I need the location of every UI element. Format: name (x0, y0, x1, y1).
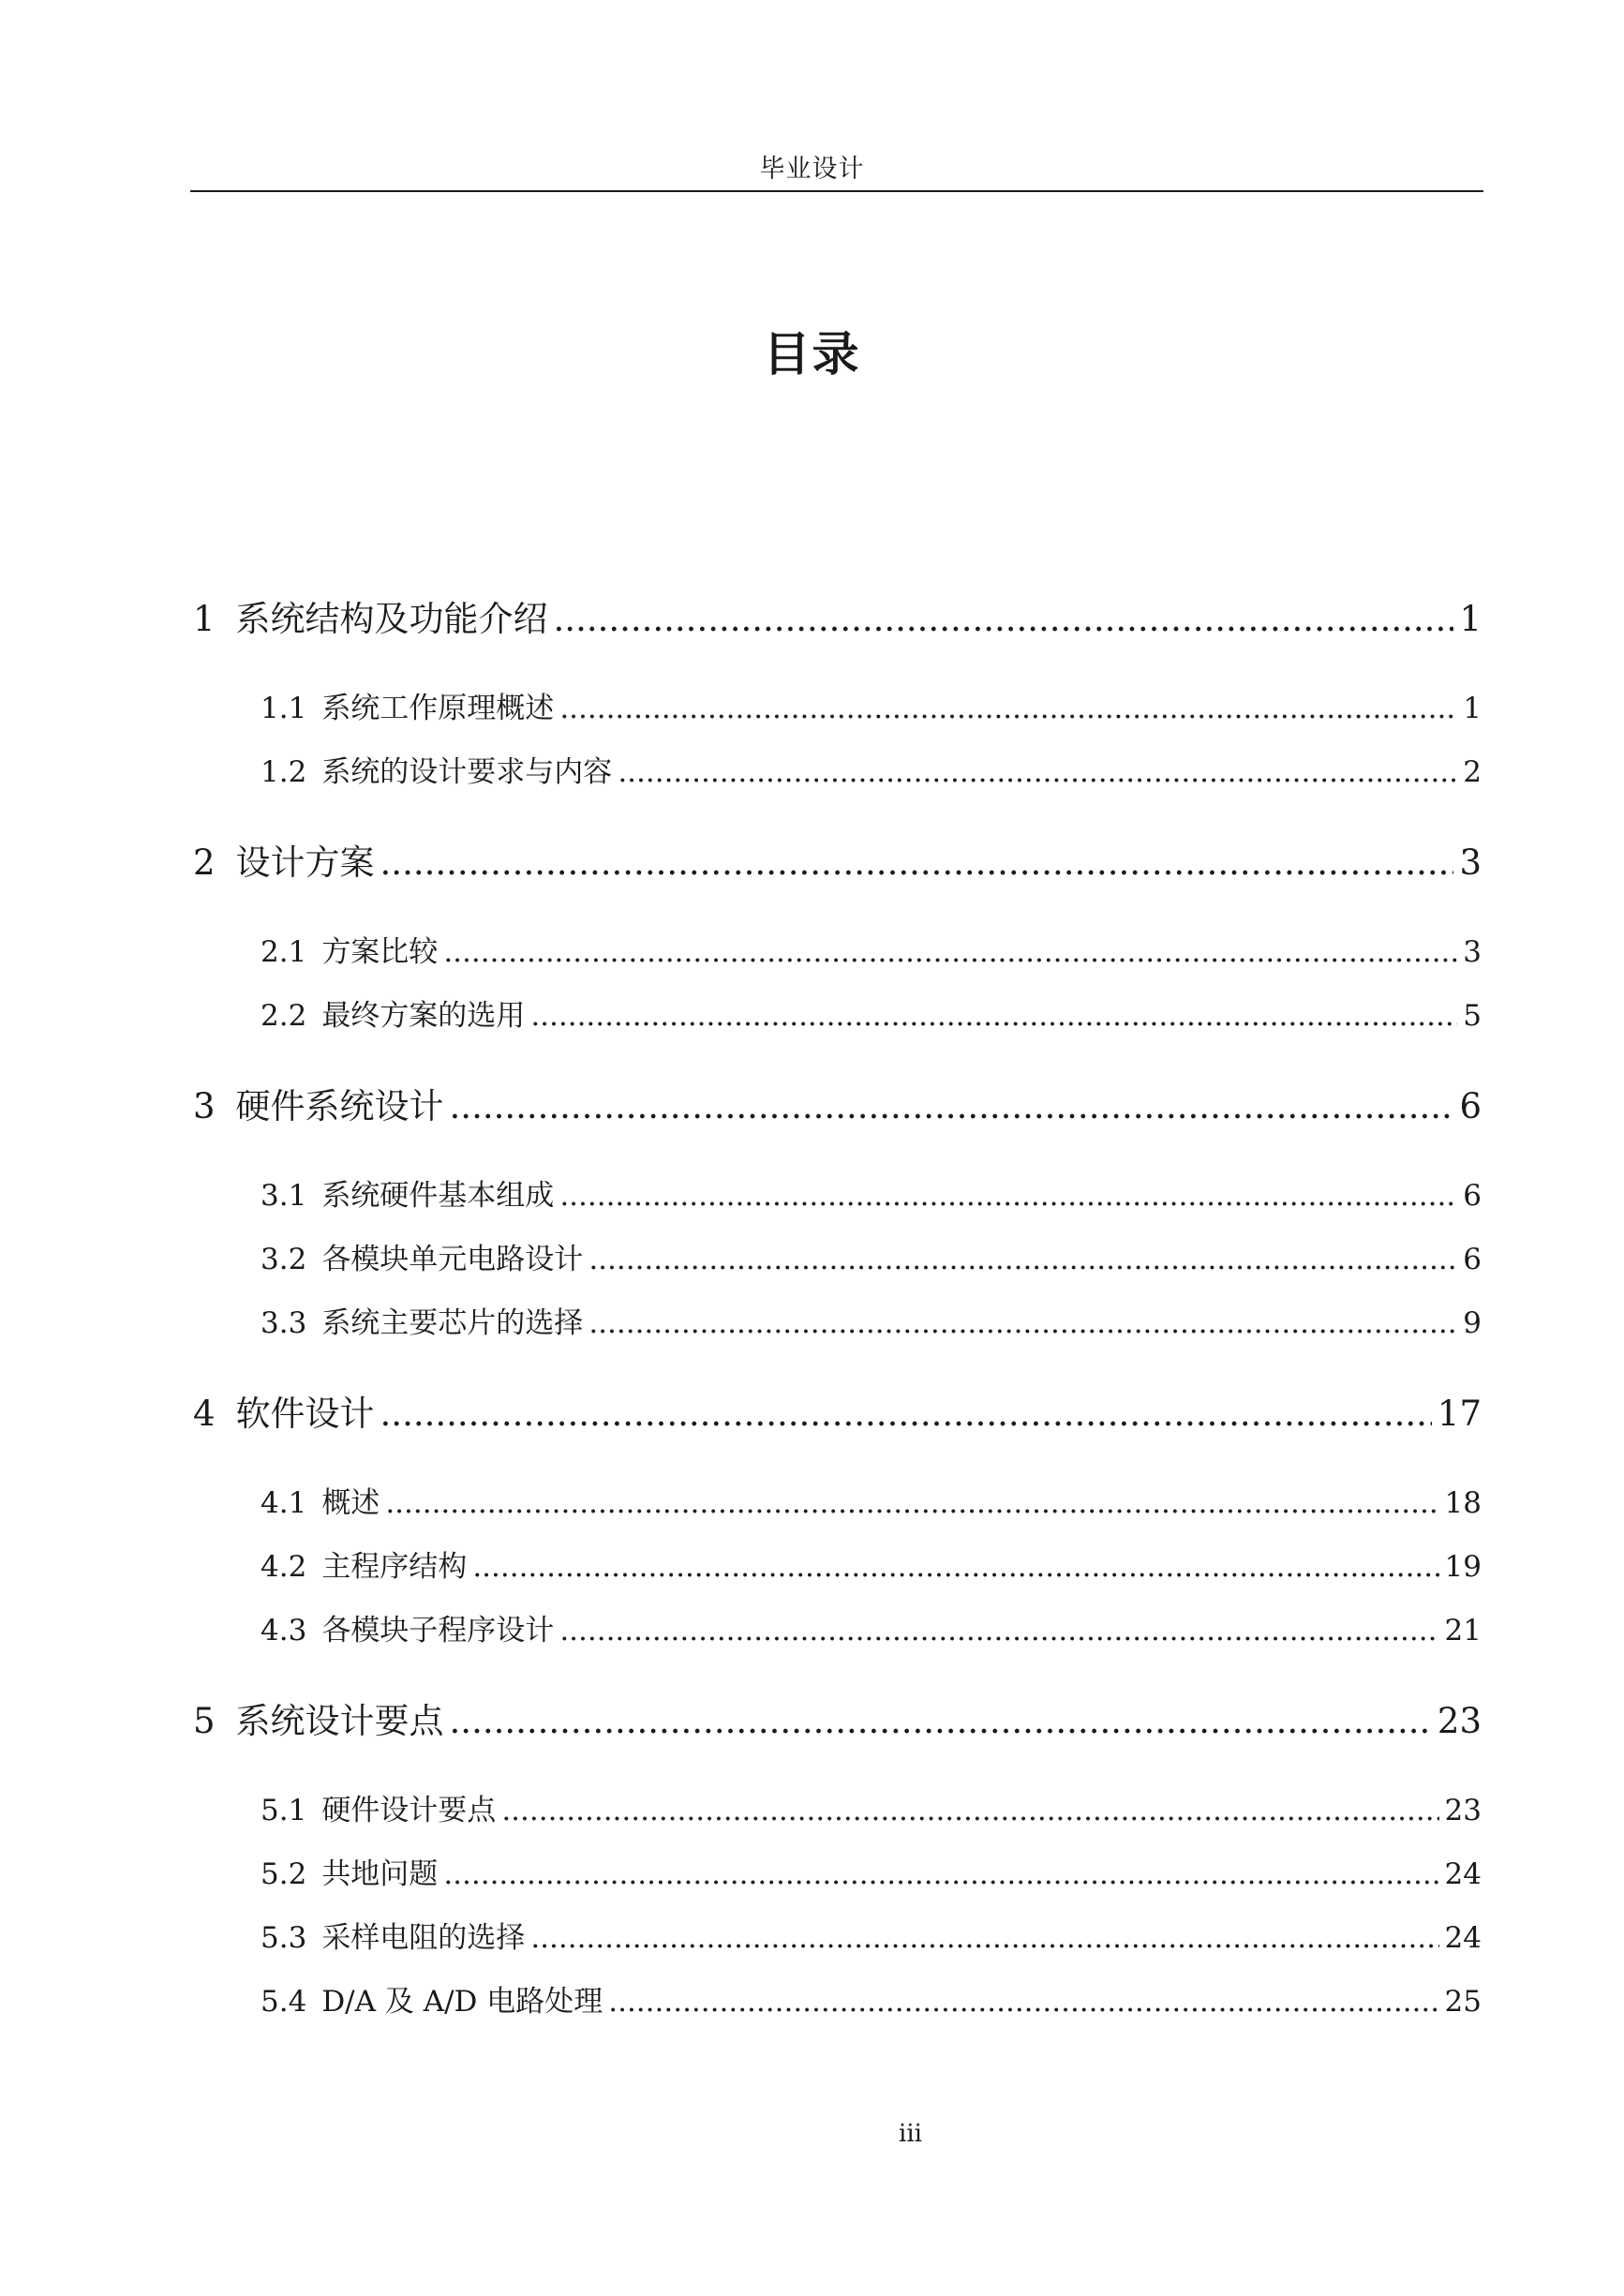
toc-dot-leader (554, 599, 1454, 639)
toc-entry-title: 概述 (321, 1486, 380, 1520)
toc-entry-number: 3 (193, 1086, 216, 1126)
toc-section-entry[interactable] (261, 748, 1482, 791)
toc-entry-page: 24 (1444, 1857, 1482, 1891)
toc-entry-page: 1 (1463, 692, 1482, 725)
toc-dot-leader (589, 1306, 1457, 1340)
toc-chapter-entry[interactable] (193, 1692, 1482, 1743)
toc-section-entry[interactable] (261, 928, 1482, 971)
toc-dot-leader (380, 1394, 1432, 1434)
toc-entry-page: 25 (1444, 1985, 1482, 2019)
toc-dot-leader (443, 935, 1457, 969)
toc-section-entry[interactable] (261, 1977, 1482, 2020)
toc-section-entry[interactable] (261, 1914, 1482, 1957)
toc-entry-title: 硬件系统设计 (235, 1086, 444, 1126)
toc-entry-number: 1 (193, 599, 216, 639)
toc-entry-page: 17 (1437, 1394, 1482, 1434)
toc-entry-page: 6 (1459, 1086, 1482, 1126)
toc-dot-leader (559, 1179, 1457, 1213)
toc-section-entry[interactable] (261, 684, 1482, 727)
toc-entry-number: 2.2 (261, 999, 307, 1033)
toc-entry-number: 5.3 (261, 1921, 307, 1955)
toc-section-entry[interactable] (261, 1479, 1482, 1522)
toc-entry-title: 系统的设计要求与内容 (321, 755, 613, 789)
toc-entry-number: 2.1 (261, 935, 307, 969)
toc-entry-page: 18 (1444, 1486, 1482, 1520)
toc-entry-number: 1.2 (261, 755, 307, 789)
page-number: iii (899, 2120, 922, 2148)
toc-entry-number: 4 (193, 1394, 216, 1434)
toc-entry-title: 主程序结构 (321, 1550, 468, 1584)
toc-entry-number: 5.2 (261, 1857, 307, 1891)
toc-dot-leader (450, 1086, 1454, 1126)
toc-entry-title: 共地问题 (321, 1857, 439, 1891)
toc-section-entry[interactable] (261, 1606, 1482, 1649)
toc-entry-number: 5 (193, 1701, 216, 1741)
running-header: 毕业设计 (759, 155, 865, 184)
toc-entry-number: 3.1 (261, 1179, 307, 1213)
toc-dot-leader (380, 842, 1454, 883)
toc-entry-number: 1.1 (261, 692, 307, 725)
toc-entry-page: 3 (1459, 842, 1482, 883)
toc-dot-leader (472, 1550, 1438, 1584)
toc-entry-number: 2 (193, 842, 216, 883)
toc-dot-leader (385, 1486, 1438, 1520)
toc-entry-number: 3.2 (261, 1243, 307, 1276)
toc-entry-number: 4.1 (261, 1486, 307, 1520)
toc-entry-title: 硬件设计要点 (321, 1794, 497, 1827)
toc-entry-number: 4.2 (261, 1550, 307, 1584)
toc-entry-title: D/A 及 A/D 电路处理 (321, 1985, 603, 2019)
toc-entry-page: 6 (1463, 1243, 1482, 1276)
toc-entry-page: 23 (1437, 1701, 1482, 1741)
toc-section-entry[interactable] (261, 991, 1482, 1035)
toc-entry-page: 19 (1444, 1550, 1482, 1584)
toc-entry-title: 最终方案的选用 (321, 999, 526, 1033)
toc-dot-leader (501, 1794, 1438, 1827)
toc-entry-page: 6 (1463, 1179, 1482, 1213)
toc-section-entry[interactable] (261, 1850, 1482, 1893)
toc-entry-title: 各模块单元电路设计 (321, 1243, 584, 1276)
toc-entry-title: 方案比较 (321, 935, 439, 969)
toc-dot-leader (530, 999, 1457, 1033)
toc-entry-page: 24 (1444, 1921, 1482, 1955)
toc-section-entry[interactable] (261, 1299, 1482, 1342)
toc-entry-page: 23 (1444, 1794, 1482, 1827)
toc-entry-title: 采样电阻的选择 (321, 1921, 526, 1955)
toc-entry-title: 系统结构及功能介绍 (235, 599, 548, 639)
page-title: 目录 (763, 327, 861, 381)
toc-entry-page: 1 (1459, 599, 1482, 639)
toc-dot-leader (450, 1701, 1432, 1741)
toc-entry-page: 9 (1463, 1306, 1482, 1340)
toc-chapter-entry[interactable] (193, 1385, 1482, 1436)
toc-dot-leader (530, 1921, 1438, 1955)
toc-section-entry[interactable] (261, 1171, 1482, 1215)
toc-entry-title: 系统工作原理概述 (321, 692, 555, 725)
toc-dot-leader (618, 755, 1457, 789)
toc-section-entry[interactable] (261, 1786, 1482, 1829)
toc-entry-page: 3 (1463, 935, 1482, 969)
toc-entry-title: 系统主要芯片的选择 (321, 1306, 584, 1340)
toc-entry-number: 5.4 (261, 1985, 307, 2019)
toc-dot-leader (559, 692, 1457, 725)
toc-entry-title: 软件设计 (235, 1394, 375, 1434)
toc-entry-number: 5.1 (261, 1794, 307, 1827)
toc-entry-title: 设计方案 (235, 842, 375, 883)
toc-chapter-entry[interactable] (193, 1078, 1482, 1128)
toc-dot-leader (559, 1614, 1438, 1647)
toc-dot-leader (589, 1243, 1457, 1276)
toc-section-entry[interactable] (261, 1235, 1482, 1278)
toc-chapter-entry[interactable] (193, 834, 1482, 885)
toc-dot-leader (443, 1857, 1438, 1891)
toc-entry-page: 2 (1463, 755, 1482, 789)
toc-chapter-entry[interactable] (193, 590, 1482, 641)
toc-entry-title: 各模块子程序设计 (321, 1614, 555, 1647)
toc-entry-number: 4.3 (261, 1614, 307, 1647)
toc-entry-page: 21 (1444, 1614, 1482, 1647)
toc-entry-title: 系统设计要点 (235, 1701, 444, 1741)
toc-entry-title: 系统硬件基本组成 (321, 1179, 555, 1213)
toc-dot-leader (608, 1985, 1438, 2019)
toc-entry-page: 5 (1463, 999, 1482, 1033)
toc-entry-number: 3.3 (261, 1306, 307, 1340)
toc-section-entry[interactable] (261, 1543, 1482, 1586)
